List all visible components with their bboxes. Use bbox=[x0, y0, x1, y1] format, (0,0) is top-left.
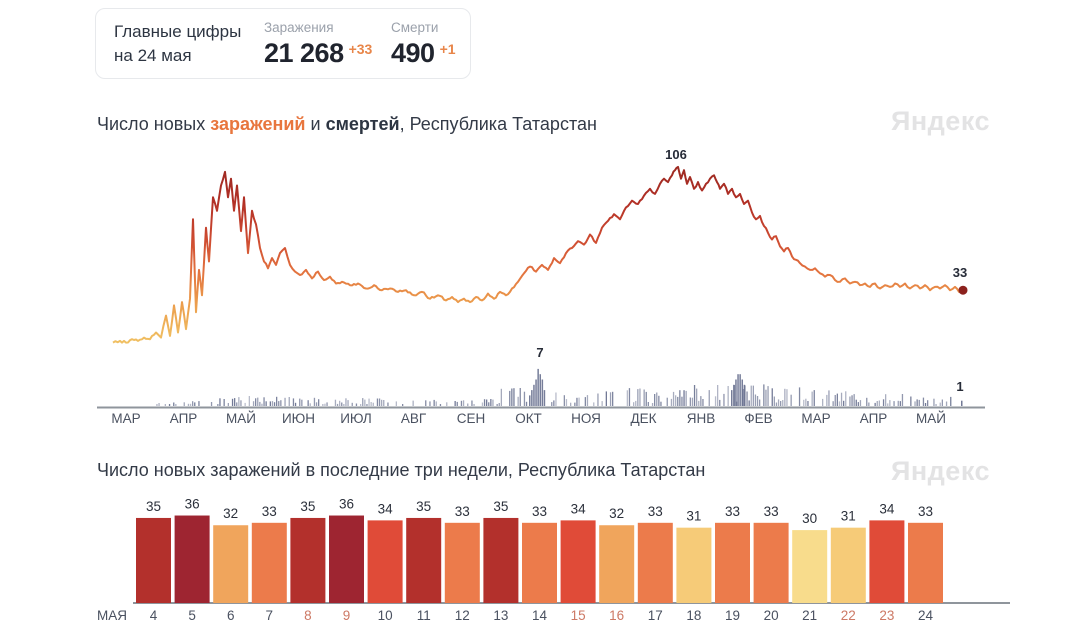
svg-text:МАР: МАР bbox=[801, 411, 831, 426]
svg-text:НОЯ: НОЯ bbox=[571, 411, 601, 426]
svg-text:33: 33 bbox=[724, 503, 741, 519]
svg-text:106: 106 bbox=[665, 147, 687, 162]
svg-text:4: 4 bbox=[149, 608, 158, 623]
svg-text:ДЕК: ДЕК bbox=[630, 411, 657, 426]
line-title-infections-word: заражений bbox=[210, 114, 306, 134]
infections-total: 21 268 bbox=[264, 38, 344, 68]
svg-text:ФЕВ: ФЕВ bbox=[744, 411, 773, 426]
svg-text:30: 30 bbox=[802, 511, 818, 527]
svg-text:20: 20 bbox=[763, 608, 779, 623]
svg-text:32: 32 bbox=[609, 506, 625, 522]
svg-text:13: 13 bbox=[493, 608, 509, 623]
svg-text:АВГ: АВГ bbox=[400, 411, 427, 426]
svg-text:18: 18 bbox=[686, 608, 702, 623]
deaths-total: 490 bbox=[391, 38, 435, 68]
svg-text:СЕН: СЕН bbox=[456, 411, 486, 426]
svg-text:33: 33 bbox=[917, 503, 934, 519]
svg-text:34: 34 bbox=[879, 501, 895, 517]
month-axis bbox=[97, 407, 985, 427]
svg-text:35: 35 bbox=[416, 498, 432, 514]
deaths-bar-series bbox=[156, 345, 963, 406]
svg-text:11: 11 bbox=[416, 608, 431, 623]
svg-text:12: 12 bbox=[454, 608, 470, 623]
svg-text:8: 8 bbox=[304, 608, 312, 623]
infections-line-chart bbox=[113, 147, 968, 343]
svg-text:23: 23 bbox=[879, 608, 895, 623]
card-title-line2: на 24 мая bbox=[114, 46, 192, 65]
bar-chart-title: Число новых заражений в последние три недели, Республика Татарстан bbox=[97, 460, 706, 480]
svg-text:5: 5 bbox=[188, 608, 196, 623]
svg-text:33: 33 bbox=[454, 503, 470, 519]
line-title-prefix: Число новых bbox=[97, 114, 211, 134]
svg-text:16: 16 bbox=[609, 608, 625, 623]
svg-text:24: 24 bbox=[917, 608, 934, 623]
yandex-logo: Яндекс bbox=[890, 456, 990, 486]
svg-text:МАЙ: МАЙ bbox=[226, 411, 256, 426]
svg-text:10: 10 bbox=[377, 608, 393, 623]
svg-text:31: 31 bbox=[686, 508, 702, 524]
svg-text:35: 35 bbox=[145, 498, 162, 514]
svg-text:36: 36 bbox=[338, 496, 355, 512]
svg-text:1: 1 bbox=[956, 379, 964, 394]
svg-text:14: 14 bbox=[531, 608, 548, 623]
deaths-label: Смерти bbox=[391, 20, 439, 35]
svg-text:9: 9 bbox=[342, 608, 351, 623]
svg-text:7: 7 bbox=[265, 608, 274, 623]
svg-text:35: 35 bbox=[300, 498, 316, 514]
svg-text:34: 34 bbox=[570, 501, 586, 517]
svg-text:31: 31 bbox=[840, 508, 856, 524]
svg-text:МАЯ: МАЯ bbox=[97, 608, 127, 623]
svg-text:15: 15 bbox=[570, 608, 586, 623]
infections-delta: +33 bbox=[348, 41, 373, 57]
infections-label: Заражения bbox=[264, 20, 334, 35]
svg-text:МАР: МАР bbox=[111, 411, 141, 426]
svg-text:7: 7 bbox=[536, 345, 544, 360]
svg-text:МАЙ: МАЙ bbox=[916, 411, 946, 426]
svg-text:33: 33 bbox=[647, 503, 663, 519]
svg-text:17: 17 bbox=[647, 608, 663, 623]
svg-text:ОКТ: ОКТ bbox=[515, 411, 542, 426]
three-week-bar-chart bbox=[97, 497, 1010, 623]
svg-text:35: 35 bbox=[493, 498, 509, 514]
svg-text:22: 22 bbox=[840, 608, 856, 623]
svg-text:АПР: АПР bbox=[169, 411, 198, 426]
yandex-logo: Яндекс bbox=[890, 106, 990, 136]
svg-text:33: 33 bbox=[261, 503, 277, 519]
svg-text:ИЮЛ: ИЮЛ bbox=[340, 411, 372, 426]
svg-text:33: 33 bbox=[952, 265, 968, 280]
svg-text:ИЮН: ИЮН bbox=[281, 411, 316, 426]
svg-text:33: 33 bbox=[763, 503, 779, 519]
deaths-delta: +1 bbox=[439, 41, 456, 57]
line-title-suffix: , Республика Татарстан bbox=[399, 114, 597, 134]
line-title-conjunction: и bbox=[305, 114, 326, 134]
card-title-line1: Главные цифры bbox=[114, 22, 242, 41]
svg-text:19: 19 bbox=[724, 608, 741, 623]
svg-text:ЯНВ: ЯНВ bbox=[686, 411, 716, 426]
svg-text:32: 32 bbox=[223, 506, 239, 522]
svg-text:6: 6 bbox=[226, 608, 235, 623]
svg-text:33: 33 bbox=[531, 503, 548, 519]
svg-text:36: 36 bbox=[184, 496, 200, 512]
svg-text:АПР: АПР bbox=[859, 411, 888, 426]
svg-text:34: 34 bbox=[377, 501, 393, 517]
line-title-deaths-word: смертей bbox=[325, 114, 400, 134]
svg-text:21: 21 bbox=[802, 608, 818, 623]
